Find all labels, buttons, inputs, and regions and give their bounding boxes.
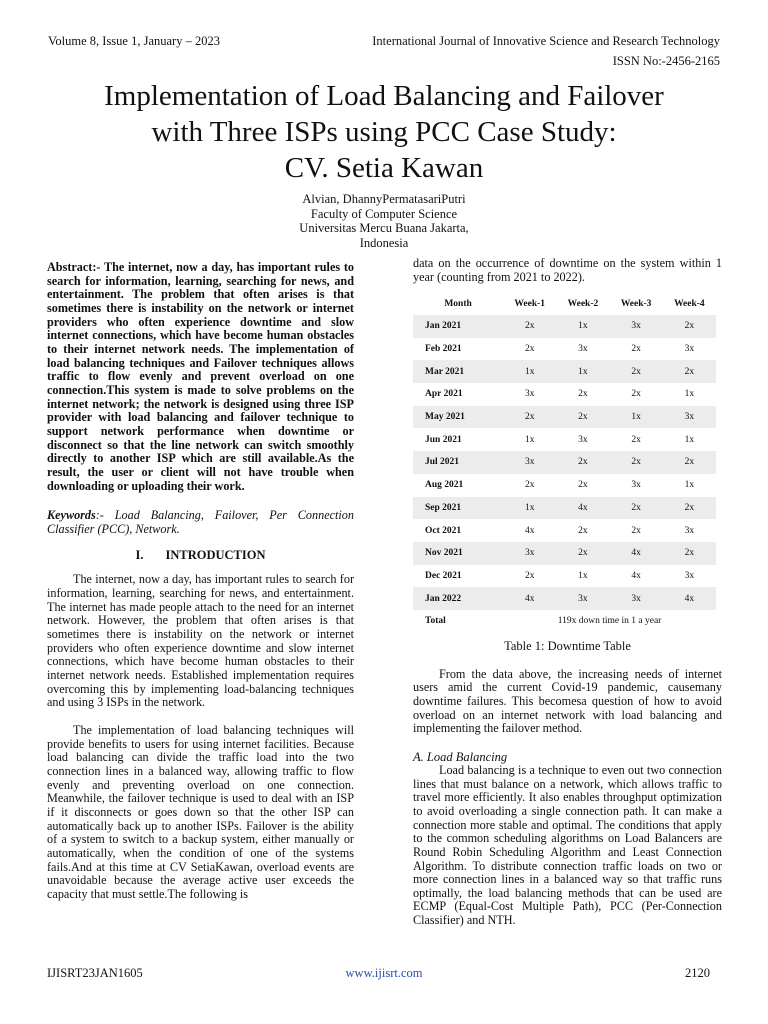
table-cell: 2x [556,542,609,565]
section-number: I. [135,548,144,563]
table-row [413,474,716,497]
volume-info: Volume 8, Issue 1, January – 2023 [48,34,220,48]
table-cell: 2x [524,570,535,581]
table-cell: 2x [631,525,641,536]
table-cell-month: Feb 2021 [425,344,462,355]
footer-id: IJISRT23JAN1605 [47,966,143,980]
table-cell: 2x [556,451,609,474]
table-cell: 2x [578,525,588,536]
table-intro: data on the occurrence of downtime on the system within 1 year (counting from 2021 to 2022). [413,256,722,284]
table-cell: 2x [610,497,663,520]
table-cell: 1x [556,315,609,338]
table-header: Week-1 [514,298,546,309]
keywords-sep: :- [95,508,104,523]
table-cell: 2x [524,480,535,491]
table-total-row [413,610,716,633]
title-line: with Three ISPs using PCC Case Study: [151,116,617,148]
abstract: Abstract:- The internet, now a day, has important rules to search for information, learning, searching for news, and entertainment. The problem that often arises is that sometimes there is instability on the network or internet providers who often experience downtime and slow internet connections, which have become human obstacles to their internet network needs. The implementation of load balancing techniques and Failover techniques allows traffic to flow evenly and prevent overload on one connection.This system is made to solve problems on the internet network; the network is designed using three ISP provider with load balancing and failover technique to support network performance when downtime or disconnect so that the line network can switch smoothly directly to another ISP which are still available.As the result, the user or client will not have trouble when downloading or uploading their work. [47,260,354,493]
table-cell-month: Oct 2021 [425,525,462,536]
table-cell: 2x [524,344,535,355]
table-cell: 4x [610,542,663,565]
table-row [413,587,716,610]
table-cell: 3x [578,434,588,445]
table-cell: 2x [663,542,716,565]
table-row [413,406,716,429]
table-header: Week-2 [567,298,599,309]
paper-title [40,78,728,186]
table-cell: 2x [578,480,588,491]
table-cell: 2x [631,389,641,400]
table-cell: 1x [503,360,556,383]
table-header: Month [444,298,472,309]
table-cell: 1x [503,497,556,520]
author-university: Universitas Mercu Buana Jakarta, [299,221,469,236]
table-cell-month: Apr 2021 [425,389,463,400]
table-header: Week-3 [620,298,652,309]
table-cell: 2x [556,406,609,429]
table-cell: 3x [684,570,695,581]
table-row [413,542,716,565]
table-cell: 1x [610,406,663,429]
table-cell-month: Mar 2021 [413,360,503,383]
right-paragraph-2: Load balancing is a technique to even out two connection lines that must balance on a network, which allows traffic to travel more efficiently. It also enables throughput optimization to avoid overloading a single connection path. It can make a connection more stable and optimal. The conditions that apply to the common scheduling algorithms on Load Balancers are Round Robin Scheduling Algorithm and Least Connection Algorithm. To distribute connection traffic loads on two or more connection lines in a balanced way so that traffic runs optimally, the load balancing methods that can be used are ECMP (Equal-Cost Multiple Path), PCC (Per-Connection Classifier) and NTH. [413,762,722,928]
table-cell: 2x [578,389,588,400]
table-cell-month: Jul 2021 [413,451,503,474]
keywords-label: Keywords [47,508,96,523]
table-cell: 3x [684,344,695,355]
right-column [413,257,722,928]
table-cell-month: Jun 2021 [425,434,462,445]
table-cell-month: Jan 2022 [413,587,503,610]
table-total-value: 119x down time in 1 a year [503,610,716,633]
section-heading [47,548,354,563]
keywords [47,509,354,536]
table-header: Week-4 [674,298,705,309]
table-row [413,338,716,361]
subsection-heading: A. Load Balancing [413,749,508,764]
table-row [413,315,716,338]
table-cell: 3x [578,344,588,355]
footer-url[interactable]: www.ijisrt.com [345,966,423,980]
table-row [413,519,716,542]
table-row [413,565,716,588]
table-cell: 2x [503,406,556,429]
table-header-row [413,292,716,315]
table-cell: 4x [503,587,556,610]
table-cell: 2x [663,360,716,383]
section-title: INTRODUCTION [165,548,266,563]
title-line: CV. Setia Kawan [284,152,484,184]
table-cell: 2x [631,344,641,355]
table-row [413,360,716,383]
keywords-text: Load Balancing, Failover, Per Connection Classifier (PCC), Network. [47,508,354,536]
table-cell: 1x [684,480,695,491]
table-row [413,383,716,406]
table-cell: 3x [610,587,663,610]
table-cell: 2x [503,315,556,338]
table-cell: 4x [631,570,641,581]
table-cell: 3x [663,406,716,429]
table-caption: Table 1: Downtime Table [504,638,631,653]
table-cell: 2x [663,315,716,338]
author-names: Alvian, DhannyPermatasariPutri [302,192,466,206]
intro-paragraph-1: The internet, now a day, has important rules to search for information, learning, searching for news, and entertainment. The internet has made people attach to the need for an internet network. However, the problem that often arises is that sometimes there is instability on the network or internet providers who often experience downtime and slow internet connections, which have become human obstacles to their internet network needs. Established implementation requires overcoming this by implementing load-balancing techniques and using 3 ISPs in the network. [47,572,354,710]
title-line: Implementation of Load Balancing and Failover [104,80,664,112]
table-cell: 2x [610,360,663,383]
table-cell-month: May 2021 [413,406,503,429]
author-country: Indonesia [359,235,409,250]
table-total-label: Total [413,610,503,633]
table-cell: 1x [684,434,695,445]
table-cell: 4x [663,587,716,610]
table-cell-month: Aug 2021 [425,480,464,491]
downtime-table [413,292,716,632]
journal-name: International Journal of Innovative Science and Research Technology [372,34,720,48]
table-cell: 1x [684,389,695,400]
table-cell: 3x [524,389,535,400]
table-cell-month: Dec 2021 [425,570,462,581]
table-cell: 3x [610,315,663,338]
left-column [47,261,354,902]
table-cell-month: Jan 2021 [413,315,503,338]
intro-paragraph-2: The implementation of load balancing techniques will provide benefits to users for using internet facilities. Because load balancing can divide the traffic load into the two connection lines in a balanced way, allowing traffic to flow evenly and preventing overload on one connection. Meanwhile, the failover technique is used to deal with an ISP if it disconnects or goes down so that the other ISP can automatically back up to another ISPs. Failover is the ability of a system to switch to a backup system, either manually or automatically, when the condition of one of the systems fails.And at this time at CV SetiaKawan, overload events are unavoidable because the average active user exceeds the capacity that must settle.The following is [47,723,354,901]
table-cell: 1x [556,360,609,383]
author-block [0,192,768,250]
table-cell: 2x [631,434,641,445]
table-cell: 2x [610,451,663,474]
table-cell: 1x [578,570,588,581]
table-row [413,428,716,451]
table-cell: 1x [524,434,535,445]
issn: ISSN No:-2456-2165 [612,54,720,68]
table-cell-month: Nov 2021 [413,542,503,565]
table-cell: 3x [503,451,556,474]
table-cell: 3x [631,480,641,491]
table-cell: 2x [663,497,716,520]
table-cell-month: Sep 2021 [413,497,503,520]
table-cell: 3x [503,542,556,565]
table-cell: 4x [524,525,535,536]
table-cell: 3x [556,587,609,610]
right-paragraph-1: From the data above, the increasing needs of internet users amid the current Covid-19 pandemic, causemany downtime failures. This becomesa question of how to avoid overload on an internet network with load balancing and implementing the failover method. [413,666,722,736]
table-cell: 2x [663,451,716,474]
table-cell: 3x [684,525,695,536]
table-row [413,451,716,474]
page-number: 2120 [685,966,710,980]
author-faculty: Faculty of Computer Science [310,206,458,221]
table-cell: 4x [556,497,609,520]
table-row [413,497,716,520]
